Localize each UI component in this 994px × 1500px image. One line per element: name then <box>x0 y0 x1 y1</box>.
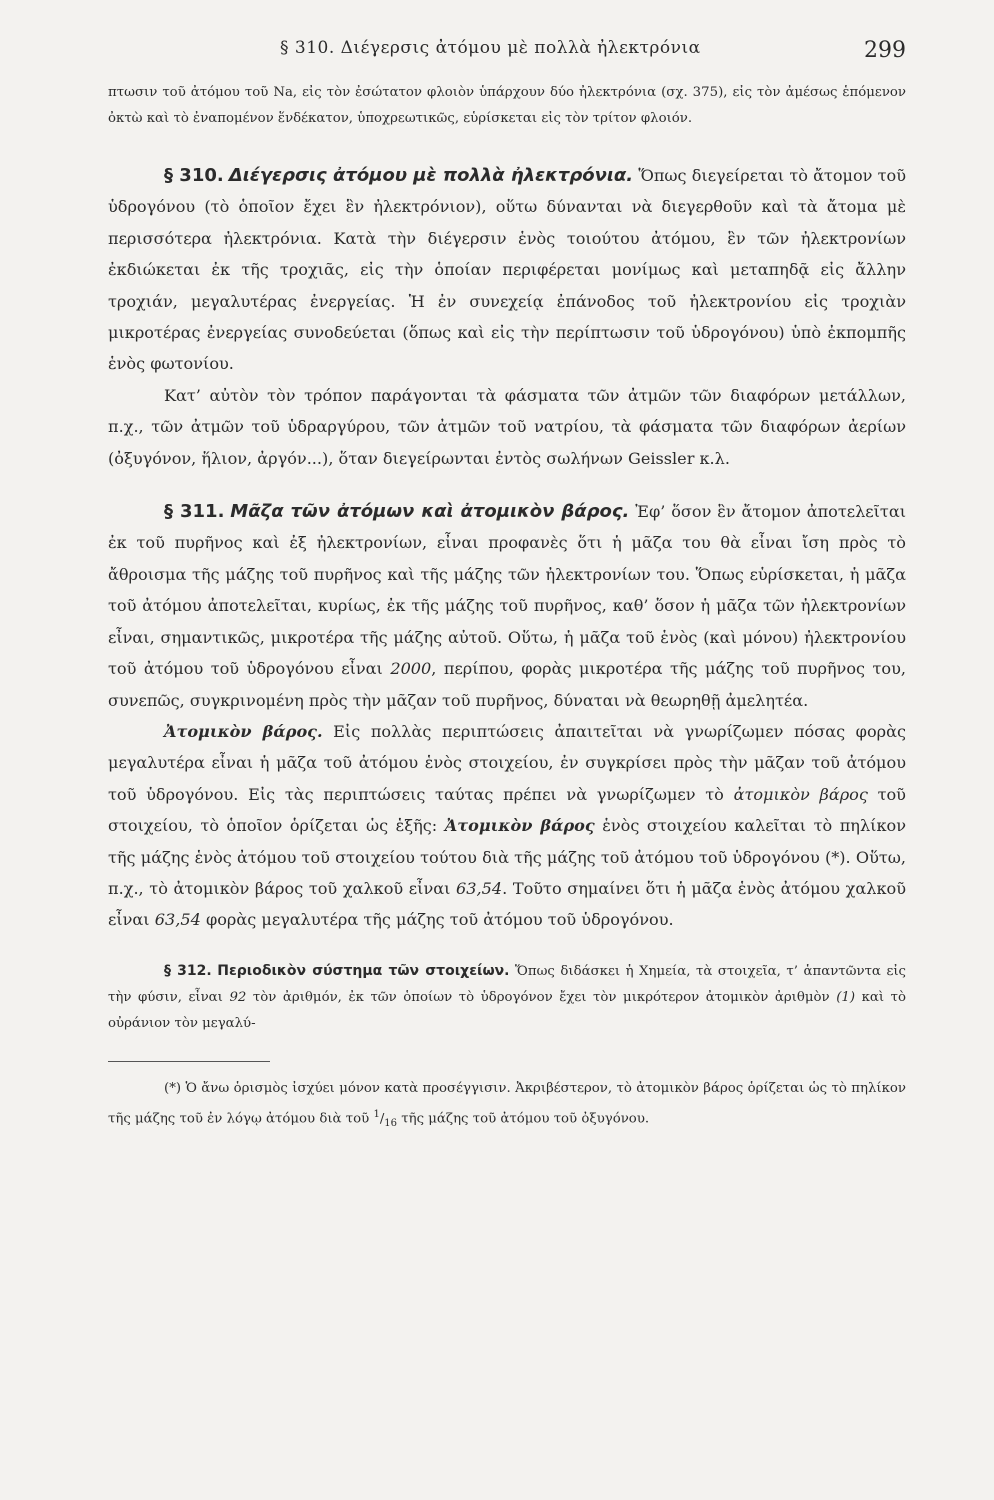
page-number: 299 <box>864 38 906 63</box>
hydrogen-atomic-number: (1) <box>836 989 856 1005</box>
section-312-number: § 312. <box>164 962 212 979</box>
footnote: (*) Ὁ ἄνω ὁρισμὸς ἰσχύει μόνον κατὰ προσέγγισιν. Ἀκριβέστερον, τὸ ἀτομικὸν βάρος ὁρίζεται ὡς τὸ πηλίκον τῆς μάζης τοῦ ἐν λόγῳ ἀτόμου διὰ τοῦ $^1/_{16}$ τῆς μάζης τοῦ ἀτόμου τοῦ ὀξυγόνου. <box>108 1080 906 1129</box>
section-311-text-g: φορὰς μεγαλυτέρα τῆς μάζης τοῦ ἀτόμου τοῦ ὑδρογόνου. <box>200 910 674 930</box>
section-310-paragraph-2: Κατ’ αὐτὸν τὸν τρόπον παράγονται τὰ φάσματα τῶν ἀτμῶν τῶν διαφόρων μετάλλων, π.χ., τῶν ἀτμῶν τοῦ ὑδραργύρου, τῶν ἀτμῶν τοῦ νατρίου, τὰ φάσματα τῶν διαφόρων ἀερίων (ὀξυγόνον, ἥλιον, ἀργόν...), ὅταν διεγείρωνται ἐντὸς σωλήνων Geissler κ.λ. <box>108 385 906 468</box>
atomic-weight-heading: Ἀτομικὸν βάρος. <box>164 721 323 741</box>
section-312-text-a: Ὅπως διδάσκει ἡ Χημεία, τὰ στοιχεῖα, τ’ ἁπαντῶντα εἰς τὴν φύσιν, εἶναι <box>108 963 906 1005</box>
footnote-rule <box>108 1061 270 1062</box>
fraction-numerator: 1 <box>373 1108 380 1120</box>
section-312-title: Περιοδικὸν σύστημα τῶν στοιχείων. <box>217 962 510 979</box>
atomic-weight-term: ἀτομικὸν βάρος <box>733 784 868 804</box>
section-311 <box>108 496 906 936</box>
section-312-paragraph <box>108 958 906 1037</box>
section-311-text-d: τοῦ στοιχείου, τὸ ὁποῖον ὁρίζεται ὡς ἑξῆς: <box>108 784 906 836</box>
section-311-number: § 311. <box>164 501 225 523</box>
intro-paragraph: πτωσιν τοῦ ἀτόμου τοῦ Na, εἰς τὸν ἐσώτατον φλοιὸν ὑπάρχουν δύο ἠλεκτρόνια (σχ. 375), εἰς τὸν ἀμέσως ἑπόμενον ὀκτὼ καὶ τὸ ἐναπομένον ἕνδέκατον, ὑποχρεωτικῶς, εὑρίσκεται εἰς τὸν τρίτον φλοιόν. <box>108 85 906 126</box>
section-310-paragraph-1 <box>108 160 906 380</box>
section-310-title: Διέγερσις ἀτόμου μὲ πολλὰ ἠλεκτρόνια. <box>228 165 634 186</box>
document-page <box>108 30 906 1137</box>
copper-atomic-weight: 63,54 <box>456 878 503 898</box>
section-312-text-c: καὶ τὸ οὐράνιον τὸν μεγαλύ- <box>108 989 907 1031</box>
section-311-text-c: Εἰς πολλὰς περιπτώσεις ἀπαιτεῖται νὰ γνωρίζωμεν πόσας φορὰς μεγαλυτέρα εἶναι ἡ μᾶζα τοῦ ἀτόμου ἑνὸς στοιχείου, ἐν συγκρίσει πρὸς τὴν μᾶζαν τοῦ ἀτόμου τοῦ ὑδρογόνου. Εἰς τὰς περιπτώσεις ταύτας πρέπει νὰ γνωρίζωμεν τὸ <box>108 721 906 804</box>
section-311-paragraph-2 <box>108 716 906 936</box>
atomic-weight-definition-term: Ἀτομικὸν βάρος <box>444 816 595 836</box>
section-311-paragraph-1 <box>108 496 906 716</box>
section-310 <box>108 160 906 474</box>
section-312-text-b: τὸν ἀριθμόν, ἐκ τῶν ὁποίων τὸ ὑδρογόνον ἔχει τὸν μικρότερον ἀτομικὸν ἀριθμὸν <box>246 989 830 1005</box>
section-311-title: Μᾶζα τῶν ἀτόμων καὶ ἀτομικὸν βάρος. <box>230 501 630 523</box>
section-310-number: § 310. <box>164 165 224 186</box>
section-311-text-f: . Τοῦτο σημαίνει ὅτι ἡ μᾶζα ἑνὸς ἀτόμου χαλκοῦ εἶναι <box>108 878 906 930</box>
section-310-text: Ὅπως διεγείρεται τὸ ἄτομον τοῦ ὑδρογόνου (τὸ ὁποῖον ἔχει ἓν ἠλεκτρόνιον), οὕτω δύνανται νὰ διεγερθοῦν καὶ τὰ ἄτομα μὲ περισσότερα ἠλεκτρόνια. Κατὰ τὴν διέγερσιν ἑνὸς τοιούτου ἀτόμου, ἓν τῶν ἠλεκτρονίων ἐκδιώκεται ἐκ τῆς τροχιᾶς, εἰς τὴν ὁποίαν περιφέρεται μονίμως καὶ μεταπηδᾷ εἰς ἄλλην τροχιάν, μεγαλυτέρας ἐνεργείας. Ἡ ἐν συνεχείᾳ ἐπάνοδος τοῦ ἠλεκτρονίου εἰς τροχιὰν μικροτέρας ἐνεργείας συνοδεύεται (ὅπως καὶ εἰς τὴν περίπτωσιν τοῦ ὑδρογόνου) ὑπὸ ἐκπομπῆς ἑνὸς φωτονίου. <box>108 166 906 374</box>
running-title: § 310. Διέγερσις ἀτόμου μὲ πολλὰ ἠλεκτρόνια <box>280 38 701 58</box>
section-311-text-b: , περίπου, φορὰς μικροτέρα τῆς μάζης τοῦ πυρῆνος του, συνεπῶς, συγκρινομένη πρὸς τὴν μᾶζαν τοῦ πυρῆνος, δύναται νὰ θεωρηθῇ ἀμελητέα. <box>108 659 906 710</box>
section-311-text-e: ἑνὸς στοιχείου καλεῖται τὸ πηλίκον τῆς μάζης ἑνὸς ἀτόμου τοῦ στοιχείου τούτου διὰ τῆς μάζης τοῦ ἀτόμου τοῦ ὑδρογόνου (*). Οὕτω, π.χ., τὸ ἀτομικὸν βάρος τοῦ χαλκοῦ εἶναι <box>108 816 906 898</box>
fraction-denominator: 16 <box>384 1117 398 1129</box>
section-311-text-a: Ἐφ’ ὅσον ἓν ἄτομον ἀποτελεῖται ἐκ τοῦ πυρῆνος καὶ ἐξ ἠλεκτρονίων, εἶναι προφανὲς ὅτι ἡ μᾶζα του θὰ εἶναι ἴση πρὸς τὸ ἄθροισμα τῆς μάζης τοῦ πυρῆνος καὶ τῆς μάζης τῶν ἠλεκτρονίων του. Ὅπως εὑρίσκεται, ἡ μᾶζα τοῦ ἀτόμου ἀποτελεῖται, κυρίως, ἐκ τῆς μάζης τοῦ πυρῆνος, καθ’ ὅσον ἡ μᾶζα τῶν ἠλεκτρονίων εἶναι, σημαντικῶς, μικροτέρα τῆς μάζης αὐτοῦ. Οὕτω, ἡ μᾶζα τοῦ ἑνὸς (καὶ μόνου) ἠλεκτρονίου τοῦ ἀτόμου τοῦ ὑδρογόνου εἶναι <box>108 502 907 679</box>
running-header <box>108 30 906 80</box>
element-count: 92 <box>229 989 247 1005</box>
footnote-text-b: τῆς μάζης τοῦ ἀτόμου τοῦ ὀξυγόνου. <box>397 1111 650 1127</box>
footnote-text-a: (*) Ὁ ἄνω ὁρισμὸς ἰσχύει μόνον κατὰ προσέγγισιν. Ἀκριβέστερον, τὸ ἀτομικὸν βάρος ὁρίζεται ὡς τὸ πηλίκον τῆς μάζης τοῦ ἐν λόγῳ ἀτόμου διὰ τοῦ <box>108 1080 906 1127</box>
section-311-ratio: 2000 <box>390 659 432 679</box>
copper-atomic-weight-2: 63,54 <box>154 910 201 930</box>
